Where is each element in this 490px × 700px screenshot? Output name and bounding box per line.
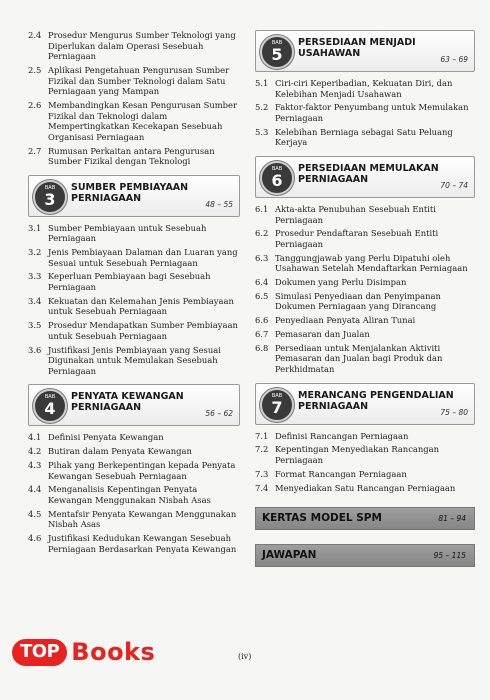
chapter-4-header[interactable] [28,384,240,426]
toc-item[interactable]: 6.5 Simulasi Penyediaan dan Penyimpanan Dokumen Perniagaan yang Dirancang [255,290,441,312]
toc-item[interactable]: 6.8 Persediaan untuk Menjalankan Aktiviti Pemasaran dan Jualan bagi Produk dan Perkhidmatan [255,342,443,374]
chapter-badge: BAB 5 [260,35,294,69]
chapter-5-header[interactable] [255,30,475,72]
chapter-4-items [28,432,240,554]
jawapan-title: JAWAPAN [262,549,317,562]
toc-item[interactable]: 2.5 Aplikasi Pengetahuan Pengurusan Sumber Fizikal dan Sumber Teknologi dalam Satu Perniagaan yang Mampan [28,64,230,97]
toc-item[interactable]: 4.5 Mentafsir Penyata Kewangan Menggunakan Nisbah Asas [28,508,237,530]
toc-item[interactable]: 3.6 Justifikasi Jenis Pembiayaan yang Sesuai Digunakan untuk Memulakan Sesebuah Perniagaan [28,344,221,376]
logo-books: Books [71,638,156,666]
chapter-pages: 63 – 69 [440,55,468,64]
chapter-pages: 70 – 74 [440,180,468,190]
toc-item[interactable]: 3.3 Keperluan Pembiayaan bagi Sesebuah Perniagaan [28,271,211,293]
chapter-pages: 48 – 55 [205,199,233,209]
toc-item[interactable]: 5.3 Kelebihan Berniaga sebagai Satu Peluang Kerjaya [255,126,453,148]
chapter-title: PERSEDIAAN MEMULAKAN PERNIAGAAN [298,162,439,185]
toc-item[interactable]: 7.3 Format Rancangan Perniagaan [255,468,407,479]
chapter-title: PENYATA KEWANGAN PERNIAGAAN [71,391,184,414]
toc-item[interactable]: 7.2 Kepentingan Menyediakan Rancangan Perniagaan [255,444,440,465]
jawapan-bar[interactable] [255,544,475,567]
chapter-3-items [28,223,240,377]
toc-item[interactable]: 2.7 Rumusan Perkaitan antara Pengurusan Sumber Fizikal dengan Teknologi [28,145,215,167]
toc-item[interactable]: 2.4 Prosedur Mengurus Sumber Teknologi yang Diperlukan dalam Operasi Sesebuah Perniagaan [28,30,236,62]
chapter-6-header[interactable] [255,156,475,198]
toc-item[interactable]: 3.4 Kekuatan dan Kelemahan Jenis Pembiayaan untuk Sesebuah Perniagaan [28,295,234,317]
toc-item[interactable]: 3.2 Jenis Pembiayaan Dalaman dan Luaran yang Sesuai untuk Sesebuah Perniagaan [28,247,238,268]
toc-item[interactable]: 6.7 Pemasaran dan Jualan [255,329,370,339]
toc-item[interactable]: 5.2 Faktor-faktor Penyumbang untuk Memulakan Perniagaan [255,102,469,123]
chapter-badge: BAB 3 [33,180,67,214]
left-column [28,0,240,557]
toc-item[interactable]: 4.6 Justifikasi Kedudukan Kewangan Sesebuah Perniagaan Berdasarkan Penyata Kewangan [28,533,237,554]
chapter-5-items [255,78,475,148]
toc-item[interactable]: 7.4 Menyediakan Satu Rancangan Perniagaan [255,482,456,493]
chapter-badge: BAB 7 [260,388,294,422]
logo-top: TOP [12,639,67,666]
toc-item[interactable]: 6.6 Penyediaan Penyata Aliran Tunai [255,315,416,326]
section-2-items [28,30,240,167]
toc-item[interactable]: 6.1 Akta-akta Penubuhan Sesebuah Entiti Perniagaan [255,203,436,225]
chapter-7-header[interactable] [255,383,475,425]
topbooks-watermark-logo [12,638,155,666]
chapter-title: MERANCANG PENGENDALIAN PERNIAGAAN [298,389,454,412]
toc-item[interactable]: 3.1 Sumber Pembiayaan untuk Sesebuah Perniagaan [28,222,207,244]
chapter-pages: 75 – 80 [440,407,468,417]
chapter-6-items [255,204,475,375]
chapter-badge: BAB 6 [260,161,294,195]
toc-item[interactable]: 6.2 Prosedur Pendaftaran Sesebuah Entiti Perniagaan [255,228,439,249]
toc-item[interactable]: 6.4 Dokumen yang Perlu Disimpan [255,277,407,288]
chapter-badge: BAB 4 [33,389,67,423]
kertas-model-spm-bar[interactable] [255,507,475,530]
chapter-7-items [255,431,475,494]
chapter-title: PERSEDIAAN MENJADI USAHAWAN [298,37,416,59]
toc-item[interactable]: 7.1 Definisi Rancangan Perniagaan [255,430,409,441]
toc-item[interactable]: 4.3 Pihak yang Berkepentingan kepada Penyata Kewangan Sesebuah Perniagaan [28,459,236,481]
chapter-title: SUMBER PEMBIAYAAN PERNIAGAAN [71,181,189,204]
toc-item[interactable]: 3.5 Prosedur Mendapatkan Sumber Pembiayaan untuk Sesebuah Perniagaan [28,320,238,341]
kertas-title: KERTAS MODEL SPM [262,512,382,525]
toc-item[interactable]: 2.6 Membandingkan Kesan Pengurusan Sumber Fizikal dan Teknologi dalam Mempertingkatkan Kecekapan Sesebuah Organisasi Perniagaan [28,99,237,142]
jawapan-pages: 95 – 115 [433,551,466,561]
toc-item[interactable]: 4.2 Butiran dalam Penyata Kewangan [28,446,192,457]
toc-item[interactable]: 5.1 Ciri-ciri Keperibadian, Kekuatan Diri, dan Kelebihan Menjadi Usahawan [255,78,453,99]
toc-item[interactable]: 6.3 Tanggungjawab yang Perlu Dipatuhi oleh Usahawan Setelah Mendaftarkan Perniagaan [255,252,468,274]
kertas-pages: 81 – 94 [438,514,466,524]
chapter-3-header[interactable] [28,175,240,217]
right-column [255,0,475,567]
toc-item[interactable]: 4.1 Definisi Penyata Kewangan [28,432,164,443]
chapter-pages: 56 – 62 [205,409,233,419]
page-number: (iv) [238,652,252,661]
toc-item[interactable]: 4.4 Menganalisis Kepentingan Penyata Kewangan Menggunakan Nisbah Asas [28,484,211,505]
